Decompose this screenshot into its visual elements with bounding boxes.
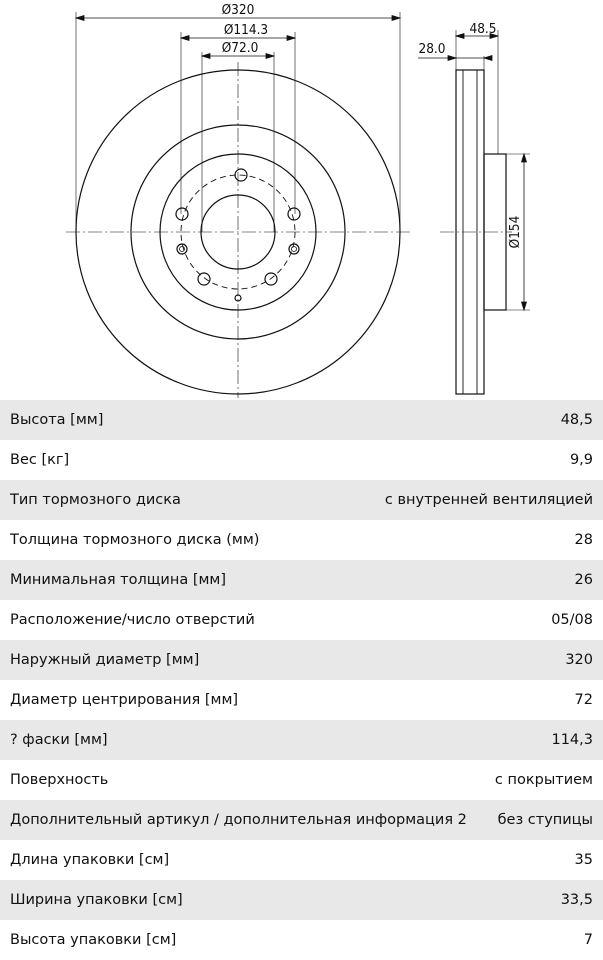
spec-row bbox=[0, 560, 603, 600]
spec-label: Длина упаковки [см] bbox=[10, 852, 170, 868]
technical-drawing-svg bbox=[0, 0, 603, 400]
spec-value: с внутренней вентиляцией bbox=[384, 492, 593, 508]
spec-row bbox=[0, 480, 603, 520]
dim-hat-diameter: Ø154 bbox=[507, 215, 523, 249]
spec-value: 33,5 bbox=[560, 892, 593, 908]
spec-value: 35 bbox=[574, 852, 593, 868]
spec-value: без ступицы bbox=[497, 812, 593, 828]
bolt-hole bbox=[288, 208, 300, 220]
spec-label: Тип тормозного диска bbox=[10, 492, 181, 508]
spec-row bbox=[0, 640, 603, 680]
specifications-table bbox=[0, 400, 603, 960]
brake-disc-drawing bbox=[0, 0, 603, 400]
spec-value: 26 bbox=[574, 572, 593, 588]
spec-row bbox=[0, 600, 603, 640]
spec-row bbox=[0, 760, 603, 800]
spec-label: Высота упаковки [см] bbox=[10, 932, 177, 948]
spec-value: 48,5 bbox=[560, 412, 593, 428]
spec-label: Диаметр центрирования [мм] bbox=[10, 692, 239, 708]
bolt-hole bbox=[176, 208, 188, 220]
bolt-hole bbox=[198, 273, 210, 285]
spec-label: Минимальная толщина [мм] bbox=[10, 572, 227, 588]
spec-value: 72 bbox=[574, 692, 593, 708]
spec-value: 9,9 bbox=[569, 452, 593, 468]
dim-height: 48.5 bbox=[469, 21, 497, 37]
spec-row bbox=[0, 680, 603, 720]
dim-pcd: Ø114.3 bbox=[223, 22, 269, 38]
spec-value: 7 bbox=[583, 932, 593, 948]
spec-label: Наружный диаметр [мм] bbox=[10, 652, 200, 668]
spec-value: 114,3 bbox=[551, 732, 593, 748]
spec-label: ? фаски [мм] bbox=[10, 732, 108, 748]
spec-value: с покрытием bbox=[494, 772, 593, 788]
spec-row bbox=[0, 880, 603, 920]
dim-thickness: 28.0 bbox=[418, 41, 446, 57]
spec-row bbox=[0, 440, 603, 480]
spec-row bbox=[0, 800, 603, 840]
dim-center-bore: Ø72.0 bbox=[221, 40, 259, 56]
spec-row bbox=[0, 920, 603, 960]
spec-label: Поверхность bbox=[10, 772, 109, 788]
spec-label: Дополнительный артикул / дополнительная информация 2 bbox=[10, 812, 467, 828]
threaded-hole bbox=[177, 244, 187, 254]
spec-value: 28 bbox=[574, 532, 593, 548]
spec-label: Вес [кг] bbox=[10, 452, 70, 468]
threaded-hole bbox=[289, 244, 299, 254]
dim-outer-diameter: Ø320 bbox=[221, 2, 255, 18]
spec-label: Толщина тормозного диска (мм) bbox=[10, 532, 260, 548]
spec-label: Ширина упаковки [см] bbox=[10, 892, 183, 908]
spec-value: 320 bbox=[565, 652, 593, 668]
spec-label: Высота [мм] bbox=[10, 412, 104, 428]
spec-row bbox=[0, 840, 603, 880]
spec-label: Расположение/число отверстий bbox=[10, 612, 255, 628]
spec-row bbox=[0, 400, 603, 440]
spec-row bbox=[0, 520, 603, 560]
spec-value: 05/08 bbox=[551, 612, 593, 628]
spec-row bbox=[0, 720, 603, 760]
